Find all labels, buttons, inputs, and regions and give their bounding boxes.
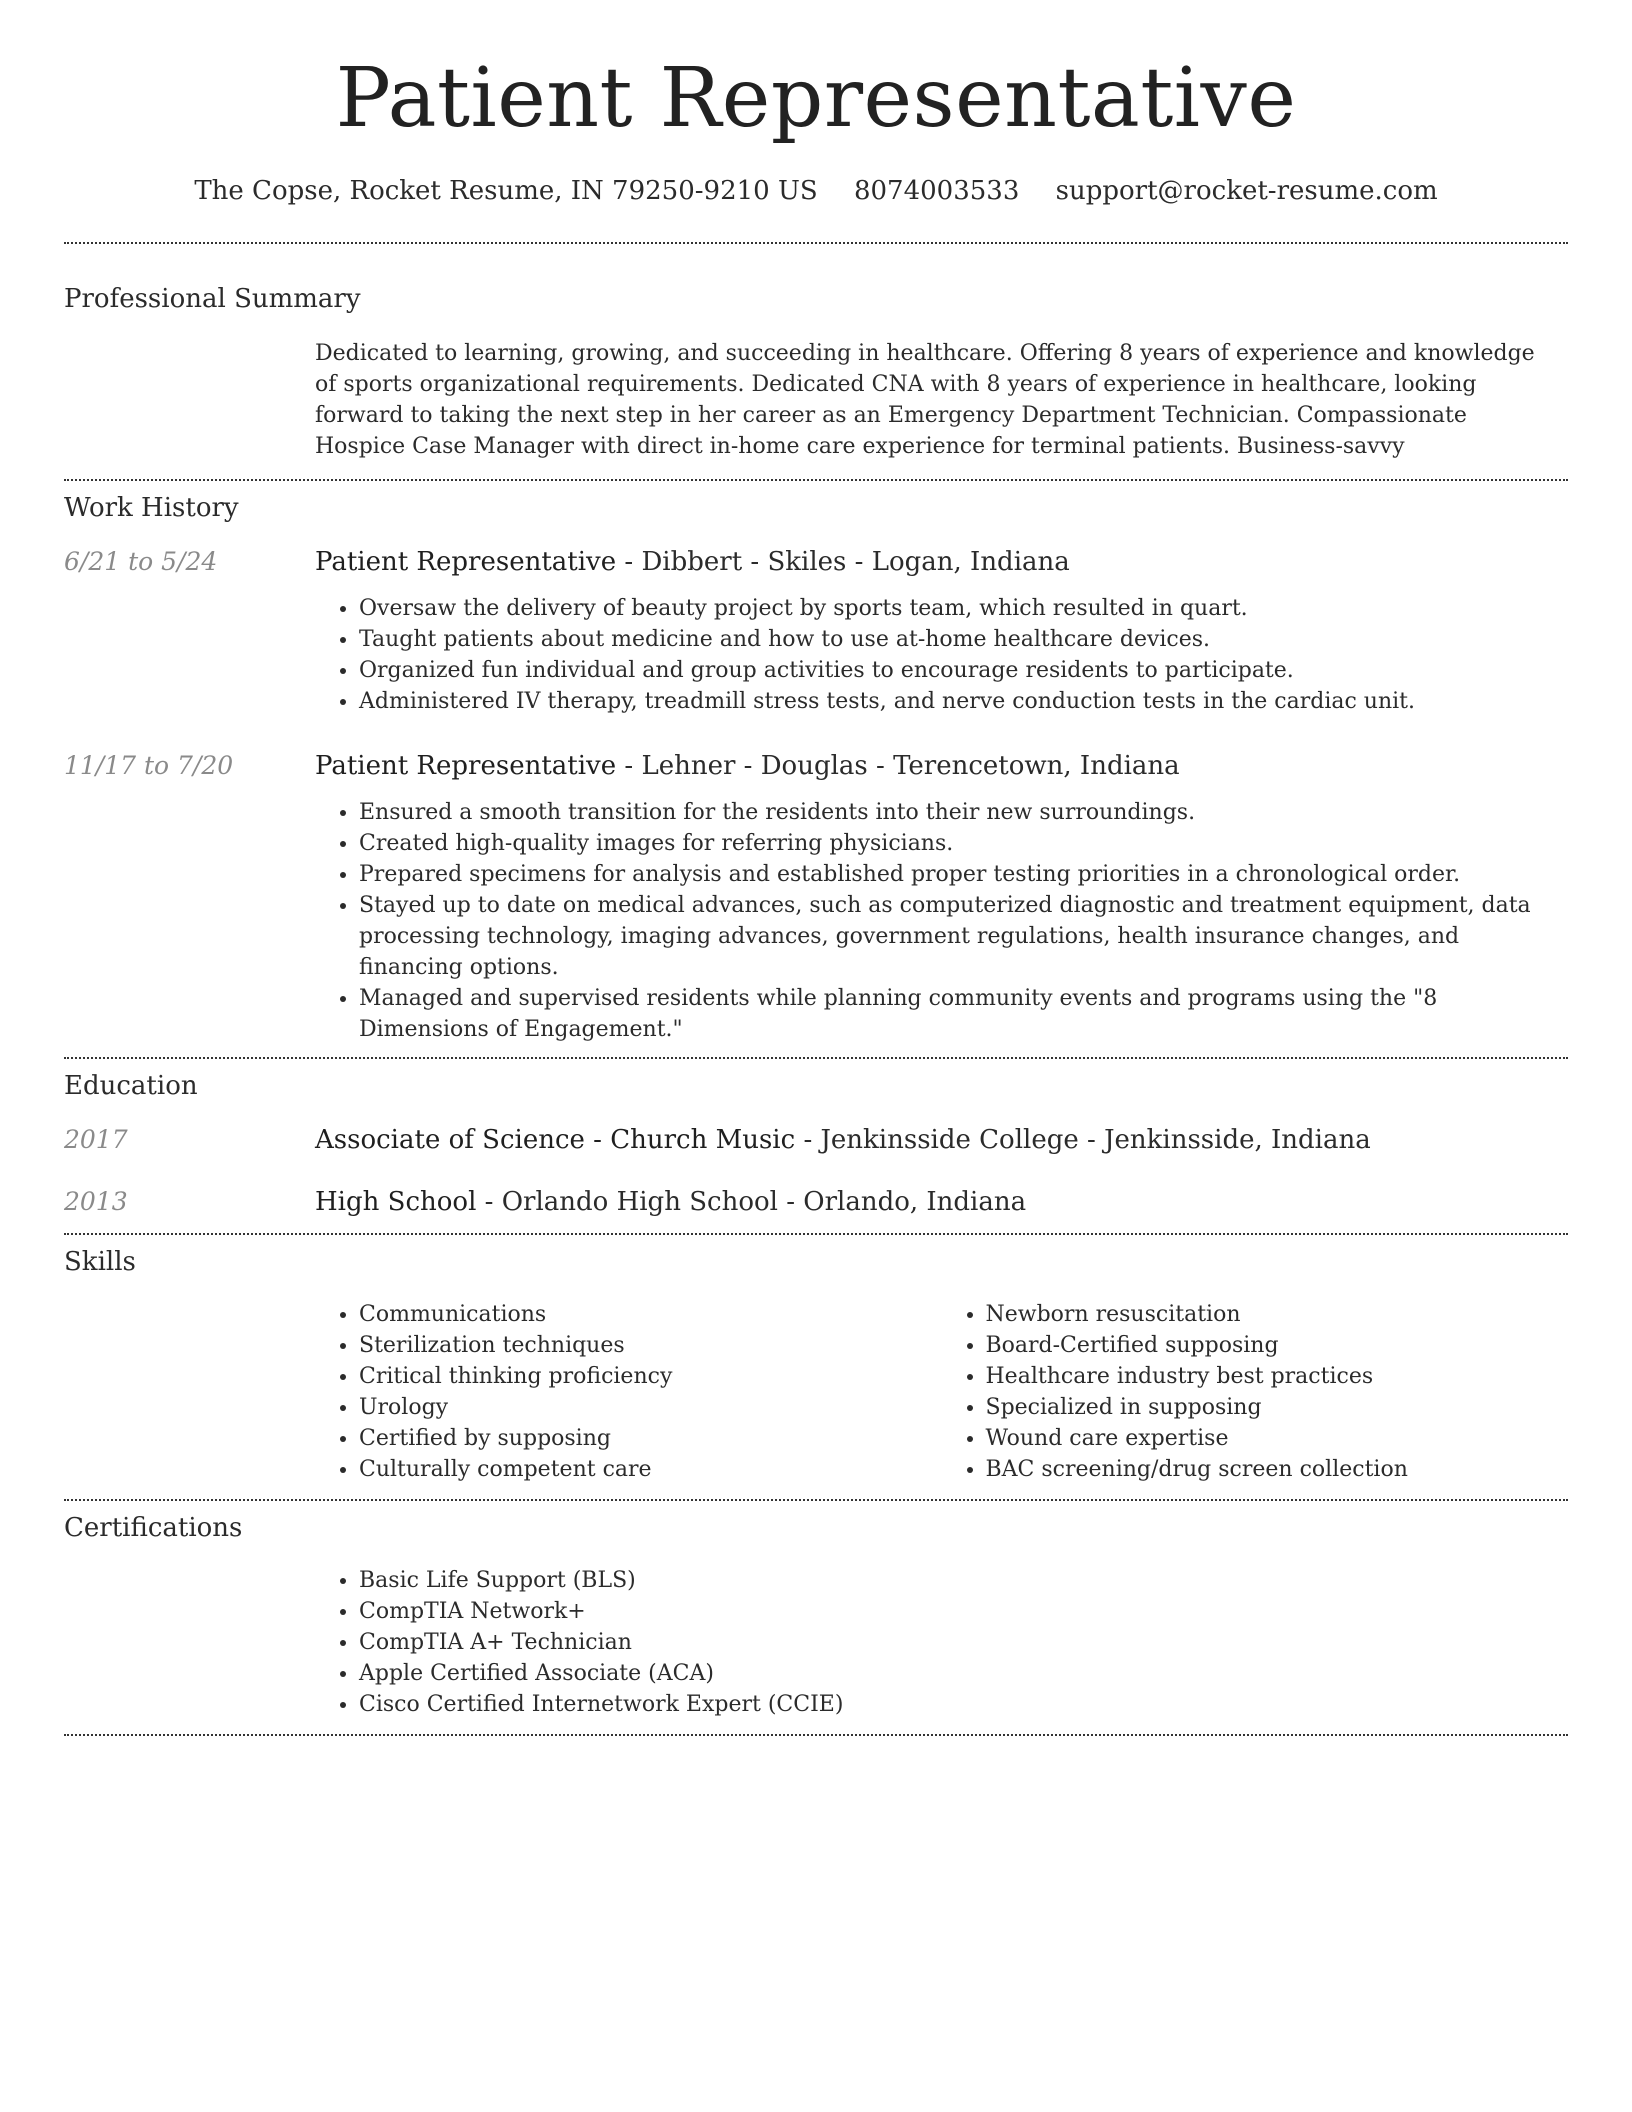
list-item: • Sterilization techniques	[359, 1330, 942, 1361]
list-item: • Urology	[359, 1392, 942, 1423]
education-year: 2013	[64, 1187, 128, 1216]
phone: 8074003533	[853, 176, 1020, 206]
resume-page	[64, 0, 1568, 1736]
section-divider	[64, 1734, 1568, 1736]
address: The Copse, Rocket Resume, IN 79250-9210 US	[194, 176, 818, 206]
list-item: • Organized fun individual and group activities to encourage residents to participate.	[359, 655, 1568, 686]
section-title-work: Work History	[64, 493, 239, 523]
job-dates: 6/21 to 5/24	[64, 547, 218, 576]
list-item: • Apple Certified Associate (ACA)	[359, 1658, 1568, 1689]
education-title	[315, 1187, 1026, 1217]
list-item: • Newborn resuscitation	[986, 1299, 1569, 1330]
list-item: • Communications	[359, 1299, 942, 1330]
section-divider	[64, 479, 1568, 481]
candidate-name: Patient Representative	[335, 51, 1297, 146]
summary-text: Dedicated to learning, growing, and succeeding in healthcare. Offering 8 years of experience and knowledge of sports organizational requirements. Dedicated CNA with 8 years of experience in healthcare, looking forward to taking the next step in her career as an Emergency Department Technician. Compassionate Hospice Case Manager with direct in-home care experience for terminal patients. Business-savvy	[315, 341, 1535, 459]
list-item: • Board-Certified supposing	[986, 1330, 1569, 1361]
section-divider	[64, 1499, 1568, 1501]
certifications-list	[315, 1565, 1568, 1720]
list-item: • Managed and supervised residents while planning community events and programs using the "8 Dimensions of Engagement."	[359, 983, 1568, 1045]
skills-list-left	[315, 1299, 942, 1485]
job-dates: 11/17 to 7/20	[64, 751, 234, 780]
job-details: - Lehner - Douglas - Terencetown, Indiana	[616, 751, 1180, 781]
skills-list-right	[942, 1299, 1569, 1485]
school-details: - Jenkinsside College - Jenkinsside, Indiana	[795, 1125, 1371, 1155]
list-item: • Cisco Certified Internetwork Expert (CCIE)	[359, 1689, 1568, 1720]
education-year: 2017	[64, 1125, 128, 1154]
list-item: • Administered IV therapy, treadmill stress tests, and nerve conduction tests in the cardiac unit.	[359, 686, 1568, 717]
job-entry	[64, 547, 1568, 577]
list-item: • Wound care expertise	[986, 1423, 1569, 1454]
list-item: • Oversaw the delivery of beauty project by sports team, which resulted in quart.	[359, 593, 1568, 624]
section-divider	[64, 1057, 1568, 1059]
list-item: • Taught patients about medicine and how to use at-home healthcare devices.	[359, 624, 1568, 655]
contact-info	[64, 176, 1568, 206]
list-item: • CompTIA Network+	[359, 1596, 1568, 1627]
list-item: • Healthcare industry best practices	[986, 1361, 1569, 1392]
job-entry	[64, 751, 1568, 781]
job-details: - Dibbert - Skiles - Logan, Indiana	[616, 547, 1070, 577]
job-title	[315, 751, 1180, 781]
school-details: - Orlando High School - Orlando, Indiana	[476, 1187, 1027, 1217]
list-item: • CompTIA A+ Technician	[359, 1627, 1568, 1658]
education-title	[315, 1125, 1371, 1155]
list-item: • Critical thinking proficiency	[359, 1361, 942, 1392]
job-role: Patient Representative	[315, 547, 617, 577]
degree: High School	[315, 1187, 477, 1217]
list-item: • Prepared specimens for analysis and established proper testing priorities in a chronological order.	[359, 859, 1568, 890]
list-item: • Stayed up to date on medical advances, such as computerized diagnostic and treatment equipment, data processing technology, imaging advances, government regulations, health insurance changes, and financing options.	[359, 890, 1568, 983]
education-entry	[64, 1187, 1568, 1217]
list-item: • Basic Life Support (BLS)	[359, 1565, 1568, 1596]
section-title-education: Education	[64, 1071, 198, 1101]
section-title-certifications: Certifications	[64, 1513, 243, 1543]
list-item: • Specialized in supposing	[986, 1392, 1569, 1423]
section-title-summary: Professional Summary	[64, 284, 361, 314]
job-title	[315, 547, 1070, 577]
degree: Associate of Science - Church Music	[315, 1125, 796, 1155]
education-entry	[64, 1125, 1568, 1155]
list-item: • Created high-quality images for referring physicians.	[359, 828, 1568, 859]
list-item: • BAC screening/drug screen collection	[986, 1454, 1569, 1485]
job-role: Patient Representative	[315, 751, 617, 781]
section-divider	[64, 242, 1568, 244]
section-title-skills: Skills	[64, 1247, 136, 1277]
list-item: • Culturally competent care	[359, 1454, 942, 1485]
list-item: • Certified by supposing	[359, 1423, 942, 1454]
email-link[interactable]: support@rocket-resume.com	[1055, 176, 1438, 206]
section-divider	[64, 1233, 1568, 1235]
job-bullets	[315, 593, 1568, 717]
skills-grid	[315, 1299, 1568, 1485]
job-bullets	[315, 797, 1568, 1045]
list-item: • Ensured a smooth transition for the residents into their new surroundings.	[359, 797, 1568, 828]
